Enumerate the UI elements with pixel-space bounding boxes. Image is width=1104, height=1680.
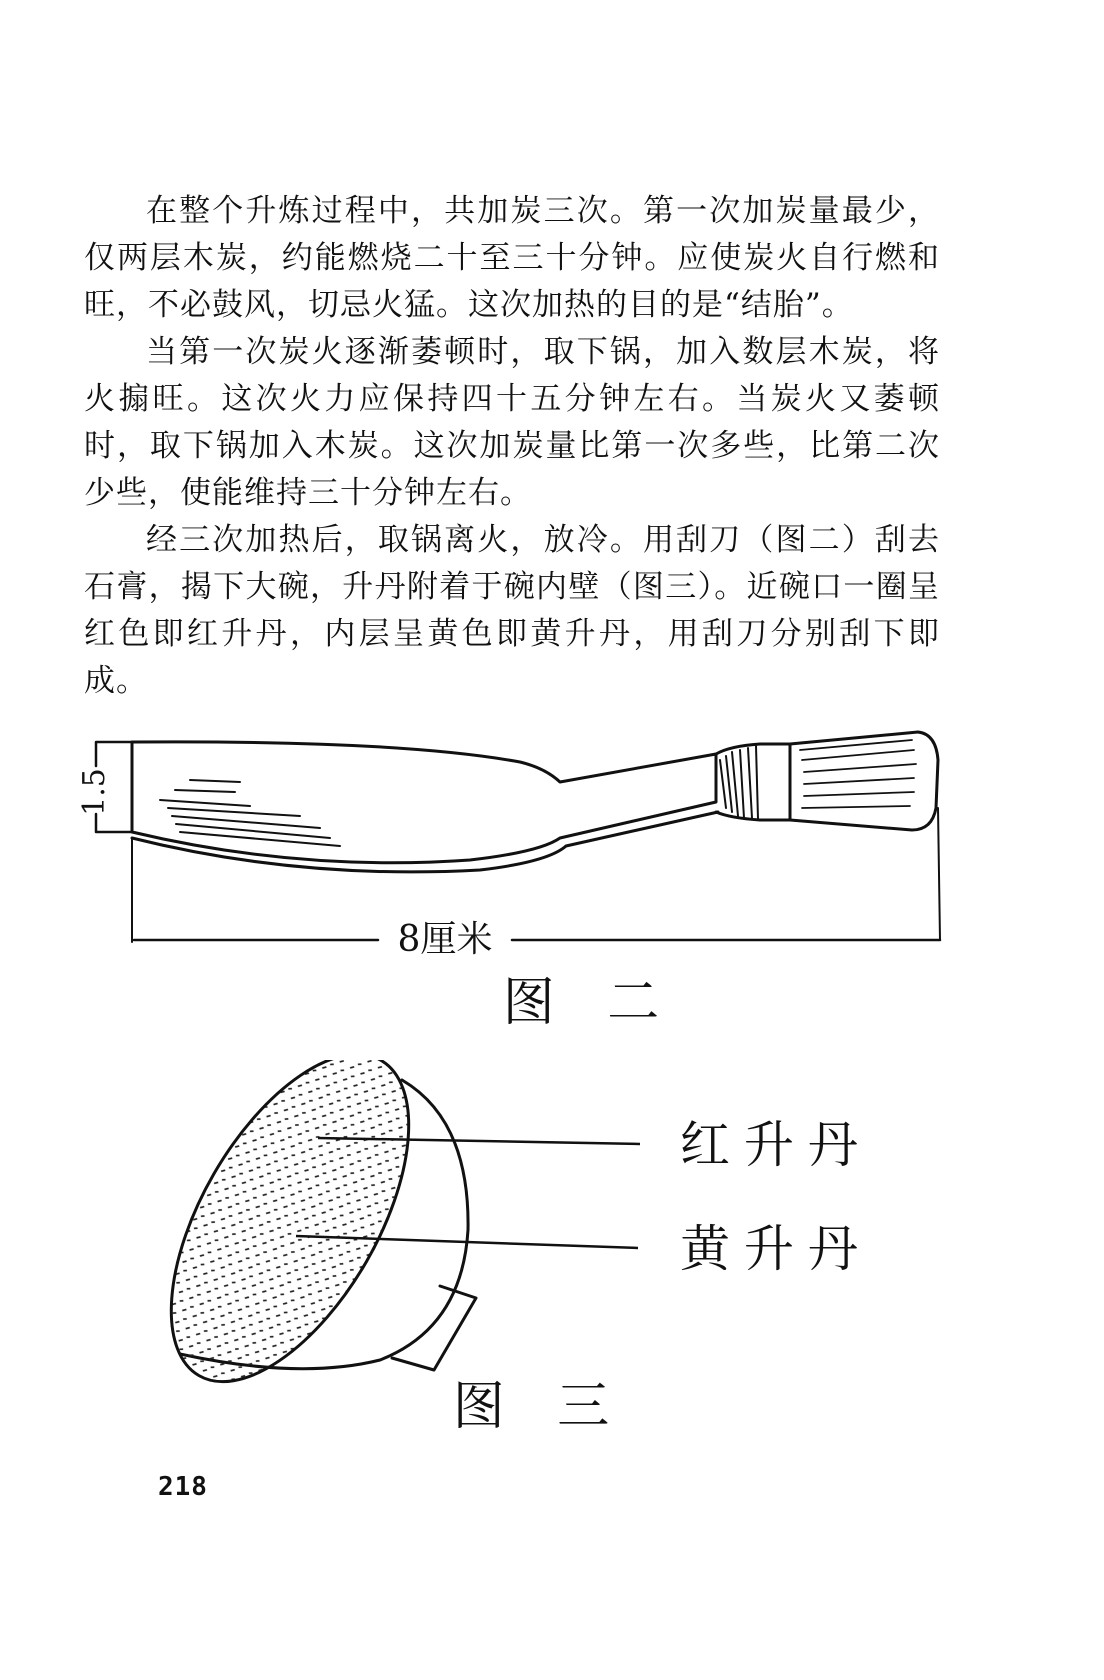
scraper-drawing bbox=[0, 720, 1104, 1040]
figure-3-bowl bbox=[0, 1060, 1104, 1440]
extension-line-right bbox=[938, 808, 940, 940]
paragraph-3: 经三次加热后，取锅离火，放冷。用刮刀（图二）刮去石膏，揭下大碗，升丹附着于碗内壁（图三）。近碗口一圈呈红色即红升丹，内层呈黄色即黄升丹，用刮刀分别刮下即成。 bbox=[84, 522, 940, 699]
paragraph-2: 当第一次炭火逐渐萎顿时，取下锅，加入数层木炭，将火搧旺。这次火力应保持四十五分钟左右。当炭火又萎顿时，取下锅加入木炭。这次加炭量比第一次多些，比第二次少些，使能维持三十分钟左右。 bbox=[84, 334, 940, 511]
figure-3-caption: 图 三 bbox=[452, 1377, 628, 1437]
blade-shading bbox=[160, 780, 340, 846]
figure-2-caption: 图 二 bbox=[502, 973, 678, 1033]
height-label: 1.5 bbox=[77, 768, 112, 816]
paragraph-1: 在整个升炼过程中，共加炭三次。第一次加炭量最少，仅两层木炭，约能燃烧二十至三十分钟。应使炭火自行燃和旺，不必鼓风，切忌火猛。这次加热的目的是“结胎”。 bbox=[84, 193, 940, 323]
ferrule-ridges bbox=[720, 746, 758, 819]
bowl-foot bbox=[392, 1286, 476, 1370]
bowl-drawing bbox=[0, 1060, 1104, 1440]
figure-2-scraper bbox=[0, 720, 1104, 1040]
body-text bbox=[84, 188, 940, 705]
blade-outline bbox=[132, 742, 716, 863]
label-yellow-mercury: 黄升丹 bbox=[680, 1220, 872, 1278]
ferrule-outline bbox=[716, 744, 790, 820]
page-number: 218 bbox=[158, 1472, 208, 1502]
handle-grain bbox=[800, 740, 916, 808]
label-red-mercury: 红升丹 bbox=[680, 1116, 872, 1174]
width-label: 8厘米 bbox=[397, 919, 493, 960]
